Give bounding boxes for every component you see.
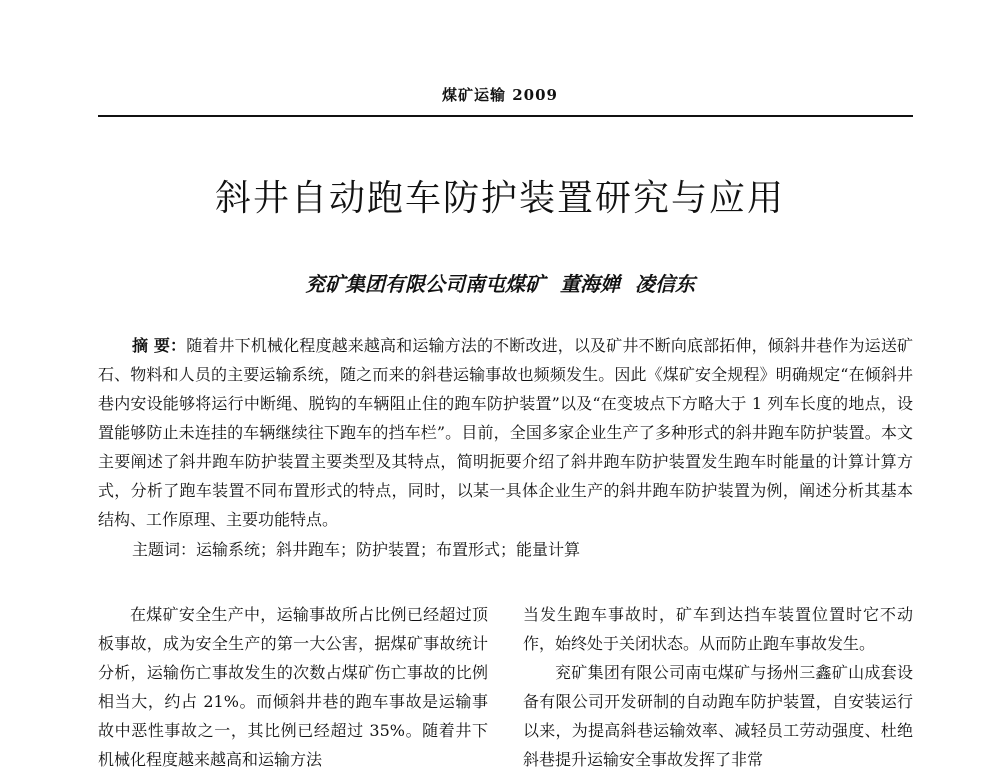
author-line: 兖矿集团有限公司南屯煤矿 董海婵 凌信东 [305,272,695,296]
abstract [98,331,913,534]
running-header: 煤矿运输 2009 [442,86,558,104]
body-column-left [98,600,488,774]
body-column-right [523,600,913,774]
body-paragraph: 在煤矿安全生产中，运输事故所占比例已经超过顶板事故，成为安全生产的第一大公害，据煤矿事故统计分析，运输伤亡事故发生的次数占煤矿伤亡事故的比例相当大，约占 21%。而倾斜井巷的跑车事故是运输事故中恶性事故之一，其比例已经超过 35%。随着井下机械化程度越来越高和运输方法 [98,605,488,769]
body-paragraph: 兖矿集团有限公司南屯煤矿与扬州三鑫矿山成套设备有限公司开发研制的自动跑车防护装置，自安装运行以来，为提高斜巷运输效率、减轻员工劳动强度、杜绝斜巷提升运输安全事故发挥了非常 [523,663,913,769]
keywords: 主题词：运输系统；斜井跑车；防护装置；布置形式；能量计算 [132,540,581,559]
paper-title: 斜井自动跑车防护装置研究与应用 [214,178,785,219]
abstract-text: 随着井下机械化程度越来越高和运输方法的不断改进，以及矿井不断向底部拓伸，倾斜井巷作为运送矿石、物料和人员的主要运输系统，随之而来的斜巷运输事故也频频发生。因此《煤矿安全规程》明确规定“在倾斜井巷内安设能够将运行中断绳、脱钩的车辆阻止住的跑车防护装置”以及“在变坡点下方略大于 1 列车长度的地点，设置能够防止未连挂的车辆继续往下跑车的挡车栏”。目前，全国多家企业生产了多种形式的斜井跑车防护装置。本文主要阐述了斜井跑车防护装置主要类型及其特点，简明扼要介绍了斜井跑车防护装置发生跑车时能量的计算计算方式，分析了跑车装置不同布置形式的特点，同时，以某一具体企业生产的斜井跑车防护装置为例，阐述分析其基本结构、工作原理、主要功能特点。 [98,336,913,529]
header-rule [98,115,913,117]
body-paragraph: 当发生跑车事故时，矿车到达挡车装置位置时它不动作，始终处于关闭状态。从而防止跑车事故发生。 [523,605,913,653]
abstract-label: 摘 要： [132,336,187,355]
